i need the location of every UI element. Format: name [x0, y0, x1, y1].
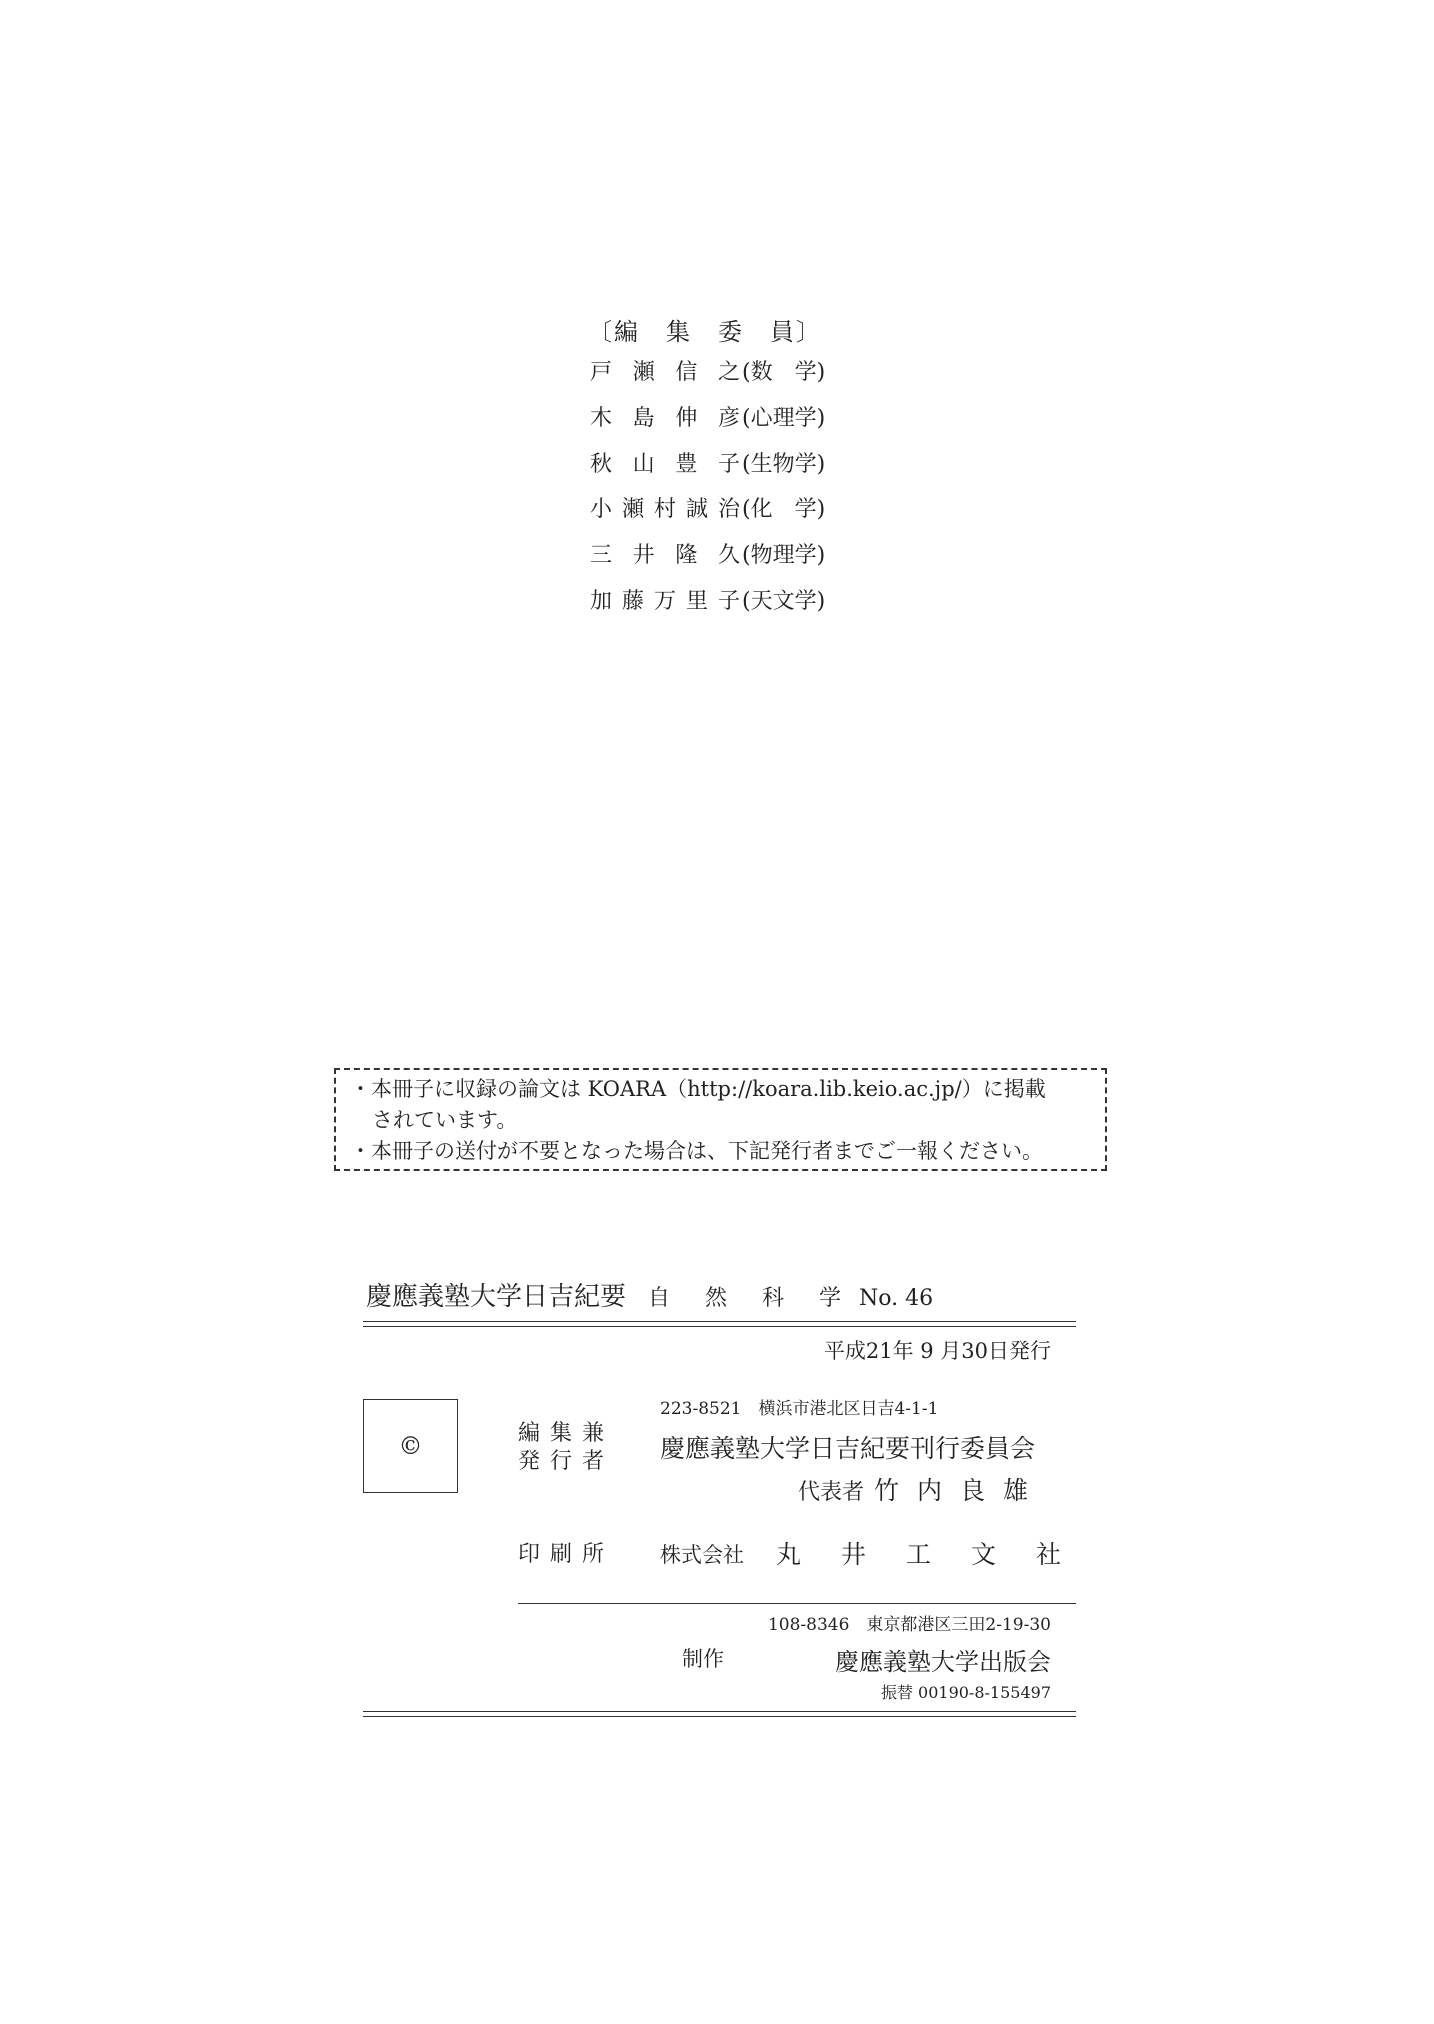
notice-line: されています。	[372, 1108, 518, 1132]
representative-label: 代表者	[797, 1480, 864, 1505]
production-rule	[518, 1603, 1076, 1604]
committee-member	[590, 402, 825, 436]
production-address: 108-8346 東京都港区三田2-19-30	[767, 1615, 1051, 1635]
publisher-label: 編集兼 発行者	[518, 1421, 615, 1474]
production-label: 制作	[682, 1647, 724, 1671]
printer-prefix: 株式会社	[660, 1543, 744, 1567]
transfer-account: 振替 00190-8-155497	[880, 1683, 1051, 1702]
journal-number: No. 46	[859, 1286, 934, 1311]
notice-box	[334, 1068, 1107, 1171]
double-rule-top	[363, 1711, 1076, 1712]
production-name: 慶應義塾大学出版会	[835, 1648, 1051, 1676]
member-name: 戸瀬信之	[590, 360, 740, 385]
copyright-box	[363, 1399, 458, 1493]
member-name: 秋山豊子	[590, 452, 740, 477]
double-rule-bottom	[363, 1716, 1076, 1717]
member-field: (化 学)	[742, 497, 826, 522]
committee-member	[590, 356, 825, 390]
member-field: (物理学)	[742, 543, 826, 568]
member-field: (天文学)	[742, 589, 826, 614]
publisher-address: 223-8521 横浜市港北区日吉4-1-1	[660, 1399, 939, 1419]
copyright-icon: ©	[398, 1432, 423, 1460]
member-field: (数 学)	[742, 360, 826, 385]
publisher-name: 慶應義塾大学日吉紀要刊行委員会	[660, 1434, 1036, 1463]
printer-label: 印刷所	[518, 1542, 615, 1567]
member-field: (心理学)	[742, 406, 826, 431]
committee-member	[590, 448, 825, 482]
notice-line: ・本冊子の送付が不要となった場合は、下記発行者までご一報ください。	[350, 1139, 1043, 1163]
representative	[798, 1471, 1046, 1507]
journal-title: 慶應義塾大学日吉紀要	[366, 1282, 627, 1312]
committee-member	[590, 493, 825, 527]
committee-member	[590, 539, 825, 573]
representative-name: 竹内良雄	[873, 1476, 1046, 1505]
journal-subtitle: 自 然 科 学	[648, 1286, 855, 1311]
publication-date: 平成21年 9 月30日発行	[823, 1339, 1051, 1363]
notice-line: ・本冊子に収録の論文は KOARA（http://koara.lib.keio.ac.jp/）に掲載	[350, 1077, 1046, 1101]
member-name: 加藤万里子	[590, 589, 740, 614]
committee-member	[590, 585, 825, 619]
double-rule-bottom	[363, 1326, 1076, 1327]
member-field: (生物学)	[742, 452, 826, 477]
member-name: 小瀬村誠治	[590, 497, 740, 522]
journal-title-line	[366, 1276, 933, 1313]
committee-heading: 〔編 集 委 員〕	[588, 318, 822, 346]
member-name: 木島伸彦	[590, 406, 740, 431]
member-name: 三井隆久	[590, 543, 740, 568]
double-rule-top	[363, 1321, 1076, 1322]
printer-name: 丸井工文社	[776, 1540, 1102, 1569]
